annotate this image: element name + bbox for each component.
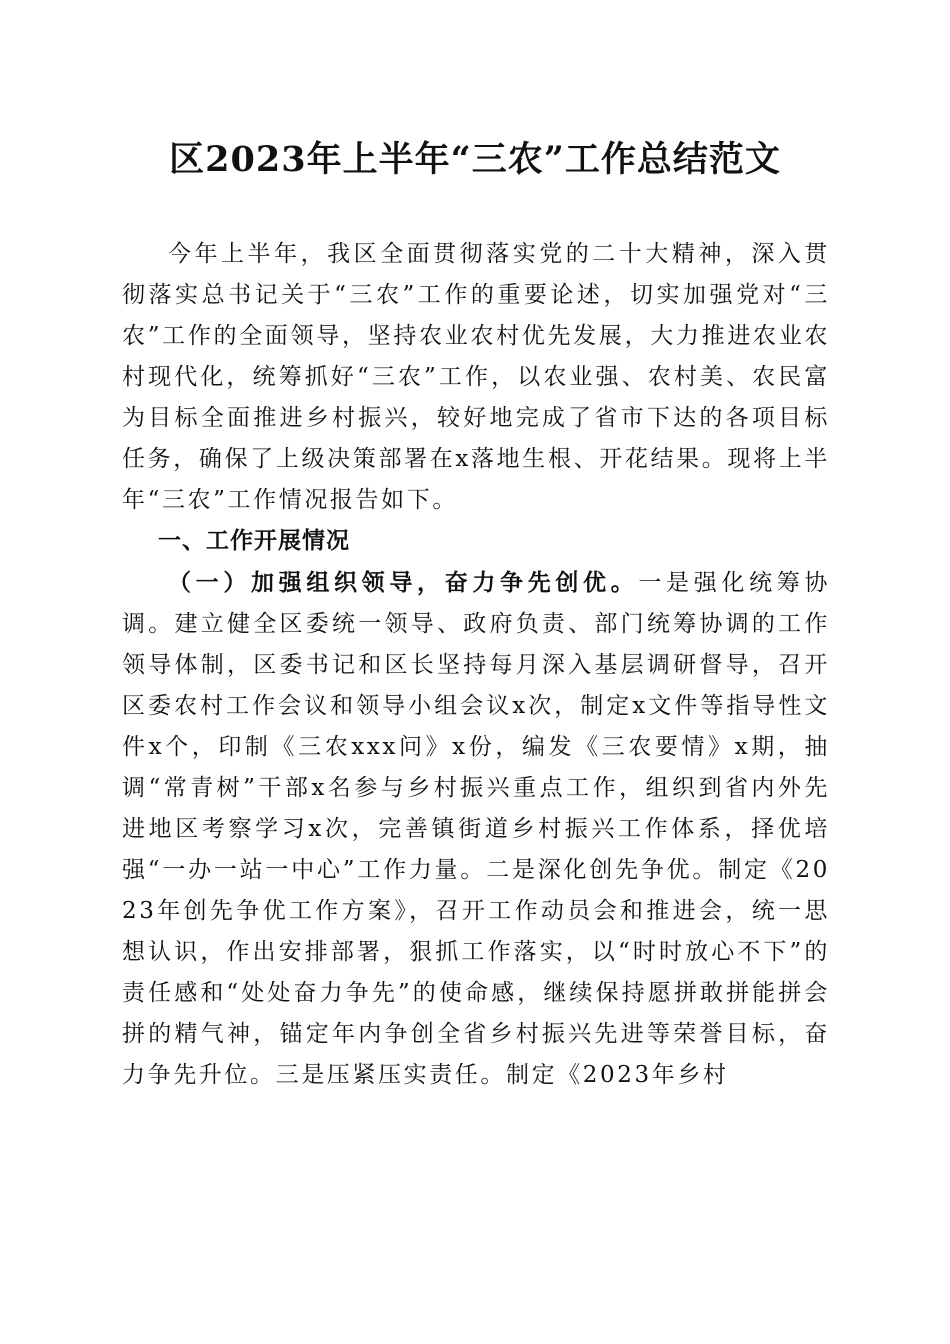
document-title: 区2023年上半年“三农”工作总结范文 [169, 139, 781, 180]
subsection-paragraph [122, 562, 830, 1096]
subsection-body-text: 一是强化统筹协调。建立健全区委统一领导、政府负责、部门统筹协调的工作领导体制，区委书记和区长坚持每月深入基层调研督导，召开区委农村工作会议和领导小组会议x次，制定x文件等指导性文件x个，印制《三农xxx问》x份，编发《三农要情》x期，抽调“常青树”干部x名参与乡村振兴重点工作，组织到省内外先进地区考察学习x次，完善镇街道乡村振兴工作体系，择优培强“一办一站一中心”工作力量。二是深化创先争优。制定《2023年创先争优工作方案》，召开工作动员会和推进会，统一思想认识，作出安排部署，狠抓工作落实，以“时时放心不下”的责任感和“处处奋力争先”的使命感，继续保持愿拼敢拼能拼会拼的精气神，锚定年内争创全省乡村振兴先进等荣誉目标，奋力争先升位。三是压紧压实责任。制定《2023年乡村 [122, 570, 831, 1088]
subsection-heading-organization: （一）加强组织领导，奋力争先创优。 [168, 569, 639, 596]
intro-paragraph: 今年上半年，我区全面贯彻落实党的二十大精神，深入贯彻落实总书记关于“三农”工作的重要论述，切实加强党对“三农”工作的全面领导，坚持农业农村优先发展，大力推进农业农村现代化，统筹抓好“三农”工作，以农业强、农村美、农民富为目标全面推进乡村振兴，较好地完成了省市下达的各项目标任务，确保了上级决策部署在x落地生根、开花结果。现将上半年“三农”工作情况报告如下。 [122, 241, 830, 513]
document-body [122, 234, 830, 1096]
section-heading-work-progress: 一、工作开展情况 [158, 528, 350, 554]
